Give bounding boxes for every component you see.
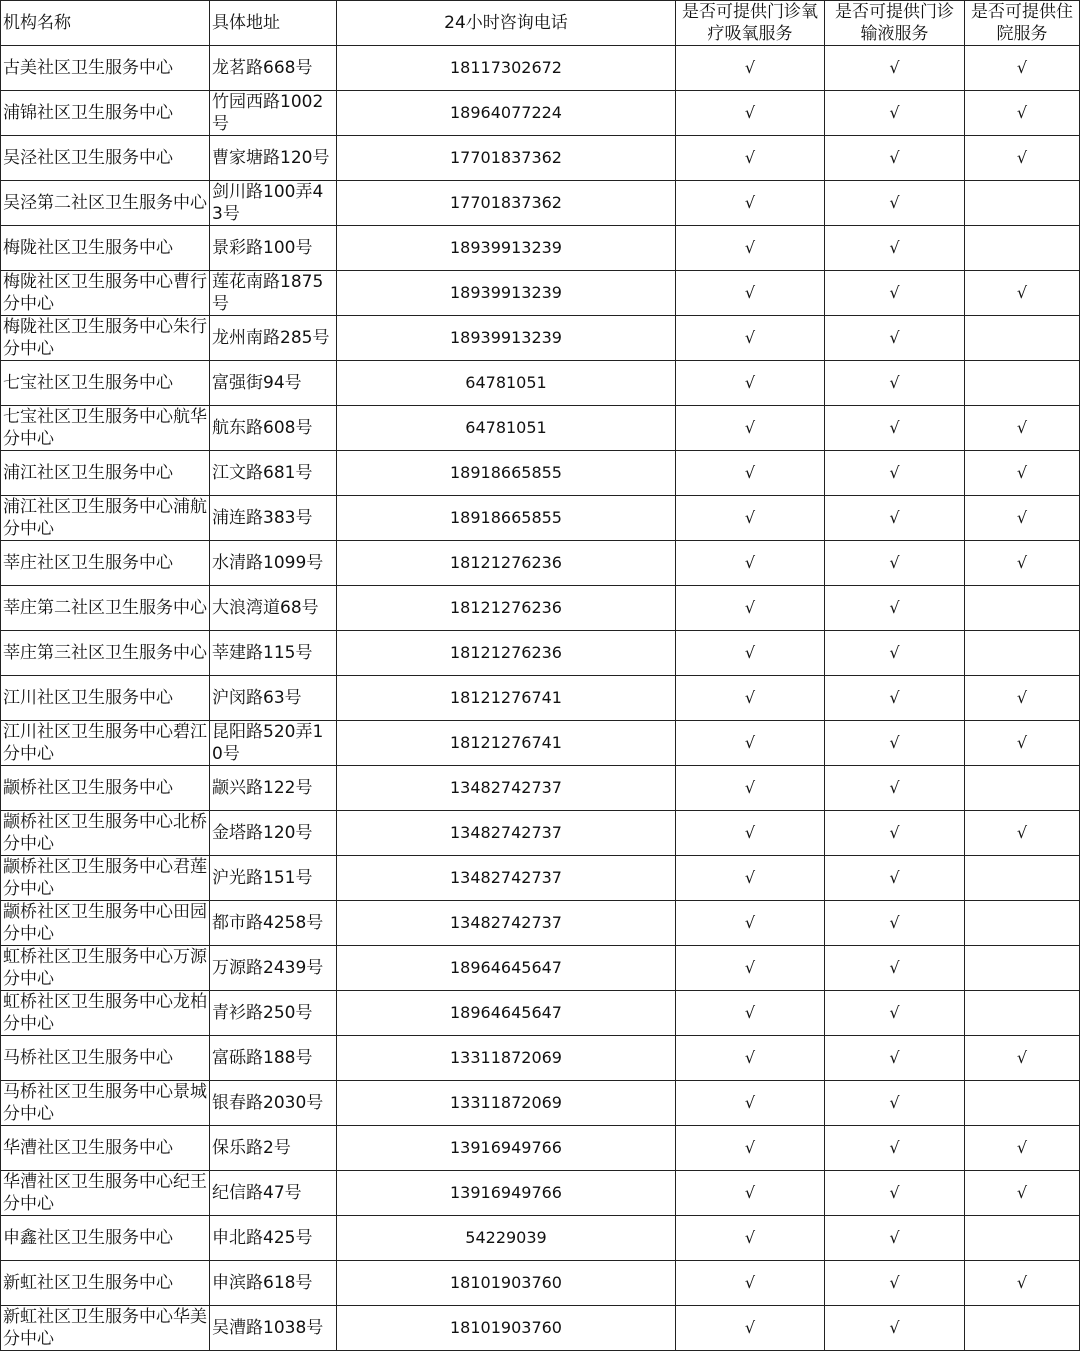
cell-oxygen: √ bbox=[676, 181, 825, 226]
cell-infusion: √ bbox=[825, 1036, 965, 1081]
cell-phone: 18117302672 bbox=[337, 46, 676, 91]
cell-phone: 13482742737 bbox=[337, 901, 676, 946]
table-body bbox=[1, 46, 1080, 1351]
cell-address: 曹家塘路120号 bbox=[210, 136, 337, 181]
cell-name: 七宝社区卫生服务中心航华分中心 bbox=[1, 406, 210, 451]
cell-phone: 54229039 bbox=[337, 1216, 676, 1261]
cell-inpatient: √ bbox=[965, 1261, 1080, 1306]
cell-infusion: √ bbox=[825, 226, 965, 271]
cell-phone: 18101903760 bbox=[337, 1306, 676, 1351]
cell-phone: 18964077224 bbox=[337, 91, 676, 136]
cell-inpatient: √ bbox=[965, 46, 1080, 91]
cell-infusion: √ bbox=[825, 496, 965, 541]
table-row bbox=[1, 1171, 1080, 1216]
cell-inpatient bbox=[965, 991, 1080, 1036]
table-row bbox=[1, 46, 1080, 91]
cell-inpatient bbox=[965, 766, 1080, 811]
cell-phone: 17701837362 bbox=[337, 181, 676, 226]
cell-inpatient: √ bbox=[965, 676, 1080, 721]
header-oxygen: 是否可提供门诊氧疗吸氧服务 bbox=[676, 1, 825, 46]
cell-oxygen: √ bbox=[676, 991, 825, 1036]
cell-phone: 18964645647 bbox=[337, 946, 676, 991]
cell-inpatient bbox=[965, 901, 1080, 946]
cell-oxygen: √ bbox=[676, 91, 825, 136]
cell-infusion: √ bbox=[825, 631, 965, 676]
cell-name: 浦江社区卫生服务中心 bbox=[1, 451, 210, 496]
table-row bbox=[1, 91, 1080, 136]
cell-phone: 18121276236 bbox=[337, 586, 676, 631]
table-row bbox=[1, 316, 1080, 361]
header-phone: 24小时咨询电话 bbox=[337, 1, 676, 46]
cell-name: 梅陇社区卫生服务中心曹行分中心 bbox=[1, 271, 210, 316]
cell-phone: 13916949766 bbox=[337, 1126, 676, 1171]
table-row bbox=[1, 361, 1080, 406]
cell-oxygen: √ bbox=[676, 46, 825, 91]
cell-oxygen: √ bbox=[676, 631, 825, 676]
table-row bbox=[1, 631, 1080, 676]
cell-phone: 18918665855 bbox=[337, 451, 676, 496]
cell-address: 莲花南路1875号 bbox=[210, 271, 337, 316]
cell-address: 剑川路100弄43号 bbox=[210, 181, 337, 226]
table-row bbox=[1, 676, 1080, 721]
cell-infusion: √ bbox=[825, 1306, 965, 1351]
cell-oxygen: √ bbox=[676, 856, 825, 901]
cell-phone: 13916949766 bbox=[337, 1171, 676, 1216]
cell-infusion: √ bbox=[825, 811, 965, 856]
cell-oxygen: √ bbox=[676, 811, 825, 856]
cell-address: 沪闵路63号 bbox=[210, 676, 337, 721]
cell-infusion: √ bbox=[825, 1081, 965, 1126]
cell-oxygen: √ bbox=[676, 136, 825, 181]
cell-oxygen: √ bbox=[676, 1306, 825, 1351]
cell-infusion: √ bbox=[825, 766, 965, 811]
cell-inpatient: √ bbox=[965, 451, 1080, 496]
cell-infusion: √ bbox=[825, 856, 965, 901]
cell-name: 华漕社区卫生服务中心 bbox=[1, 1126, 210, 1171]
cell-oxygen: √ bbox=[676, 271, 825, 316]
cell-infusion: √ bbox=[825, 991, 965, 1036]
cell-inpatient: √ bbox=[965, 1126, 1080, 1171]
cell-oxygen: √ bbox=[676, 946, 825, 991]
cell-phone: 13482742737 bbox=[337, 766, 676, 811]
cell-address: 金塔路120号 bbox=[210, 811, 337, 856]
cell-phone: 13482742737 bbox=[337, 856, 676, 901]
cell-name: 颛桥社区卫生服务中心 bbox=[1, 766, 210, 811]
table-row bbox=[1, 451, 1080, 496]
cell-address: 青衫路250号 bbox=[210, 991, 337, 1036]
cell-phone: 13311872069 bbox=[337, 1036, 676, 1081]
table-row bbox=[1, 946, 1080, 991]
cell-infusion: √ bbox=[825, 181, 965, 226]
cell-phone: 18939913239 bbox=[337, 271, 676, 316]
cell-address: 大浪湾道68号 bbox=[210, 586, 337, 631]
table-row bbox=[1, 496, 1080, 541]
cell-inpatient: √ bbox=[965, 1036, 1080, 1081]
cell-oxygen: √ bbox=[676, 406, 825, 451]
cell-inpatient: √ bbox=[965, 541, 1080, 586]
cell-inpatient bbox=[965, 586, 1080, 631]
cell-inpatient bbox=[965, 1306, 1080, 1351]
cell-infusion: √ bbox=[825, 1126, 965, 1171]
cell-inpatient: √ bbox=[965, 271, 1080, 316]
cell-oxygen: √ bbox=[676, 721, 825, 766]
cell-oxygen: √ bbox=[676, 766, 825, 811]
table-row bbox=[1, 1126, 1080, 1171]
cell-address: 竹园西路1002号 bbox=[210, 91, 337, 136]
cell-oxygen: √ bbox=[676, 586, 825, 631]
cell-name: 梅陇社区卫生服务中心朱行分中心 bbox=[1, 316, 210, 361]
cell-name: 马桥社区卫生服务中心 bbox=[1, 1036, 210, 1081]
cell-address: 申北路425号 bbox=[210, 1216, 337, 1261]
table-row bbox=[1, 811, 1080, 856]
cell-address: 颛兴路122号 bbox=[210, 766, 337, 811]
cell-address: 景彩路100号 bbox=[210, 226, 337, 271]
cell-oxygen: √ bbox=[676, 226, 825, 271]
cell-address: 江文路681号 bbox=[210, 451, 337, 496]
cell-phone: 64781051 bbox=[337, 406, 676, 451]
cell-infusion: √ bbox=[825, 586, 965, 631]
cell-infusion: √ bbox=[825, 541, 965, 586]
cell-name: 七宝社区卫生服务中心 bbox=[1, 361, 210, 406]
cell-infusion: √ bbox=[825, 271, 965, 316]
header-address: 具体地址 bbox=[210, 1, 337, 46]
cell-inpatient bbox=[965, 856, 1080, 901]
cell-inpatient: √ bbox=[965, 1171, 1080, 1216]
cell-inpatient: √ bbox=[965, 136, 1080, 181]
cell-inpatient bbox=[965, 1216, 1080, 1261]
cell-name: 颛桥社区卫生服务中心北桥分中心 bbox=[1, 811, 210, 856]
cell-inpatient: √ bbox=[965, 406, 1080, 451]
table-row bbox=[1, 271, 1080, 316]
cell-name: 马桥社区卫生服务中心景城分中心 bbox=[1, 1081, 210, 1126]
cell-name: 梅陇社区卫生服务中心 bbox=[1, 226, 210, 271]
cell-inpatient: √ bbox=[965, 91, 1080, 136]
cell-name: 浦江社区卫生服务中心浦航分中心 bbox=[1, 496, 210, 541]
cell-infusion: √ bbox=[825, 406, 965, 451]
cell-infusion: √ bbox=[825, 946, 965, 991]
cell-name: 吴泾第二社区卫生服务中心 bbox=[1, 181, 210, 226]
cell-phone: 17701837362 bbox=[337, 136, 676, 181]
table-row bbox=[1, 1216, 1080, 1261]
cell-oxygen: √ bbox=[676, 1126, 825, 1171]
cell-address: 龙茗路668号 bbox=[210, 46, 337, 91]
cell-infusion: √ bbox=[825, 901, 965, 946]
cell-inpatient: √ bbox=[965, 496, 1080, 541]
cell-name: 新虹社区卫生服务中心华美分中心 bbox=[1, 1306, 210, 1351]
cell-address: 保乐路2号 bbox=[210, 1126, 337, 1171]
cell-phone: 18121276741 bbox=[337, 721, 676, 766]
cell-address: 银春路2030号 bbox=[210, 1081, 337, 1126]
cell-phone: 18939913239 bbox=[337, 316, 676, 361]
cell-infusion: √ bbox=[825, 676, 965, 721]
cell-name: 华漕社区卫生服务中心纪王分中心 bbox=[1, 1171, 210, 1216]
table-row bbox=[1, 541, 1080, 586]
table-row bbox=[1, 721, 1080, 766]
table-row bbox=[1, 226, 1080, 271]
header-inpatient: 是否可提供住院服务 bbox=[965, 1, 1080, 46]
cell-oxygen: √ bbox=[676, 316, 825, 361]
cell-name: 虹桥社区卫生服务中心万源分中心 bbox=[1, 946, 210, 991]
header-name: 机构名称 bbox=[1, 1, 210, 46]
cell-infusion: √ bbox=[825, 1216, 965, 1261]
cell-oxygen: √ bbox=[676, 496, 825, 541]
cell-oxygen: √ bbox=[676, 361, 825, 406]
table-row bbox=[1, 1306, 1080, 1351]
cell-phone: 18964645647 bbox=[337, 991, 676, 1036]
table-row bbox=[1, 991, 1080, 1036]
cell-infusion: √ bbox=[825, 46, 965, 91]
cell-phone: 64781051 bbox=[337, 361, 676, 406]
table-row bbox=[1, 856, 1080, 901]
cell-address: 航东路608号 bbox=[210, 406, 337, 451]
cell-inpatient bbox=[965, 361, 1080, 406]
cell-inpatient bbox=[965, 1081, 1080, 1126]
cell-name: 颛桥社区卫生服务中心君莲分中心 bbox=[1, 856, 210, 901]
cell-name: 莘庄第二社区卫生服务中心 bbox=[1, 586, 210, 631]
cell-inpatient bbox=[965, 631, 1080, 676]
cell-inpatient: √ bbox=[965, 721, 1080, 766]
cell-oxygen: √ bbox=[676, 676, 825, 721]
cell-oxygen: √ bbox=[676, 1036, 825, 1081]
cell-oxygen: √ bbox=[676, 1261, 825, 1306]
table-row bbox=[1, 1261, 1080, 1306]
cell-name: 江川社区卫生服务中心 bbox=[1, 676, 210, 721]
cell-address: 富砾路188号 bbox=[210, 1036, 337, 1081]
cell-oxygen: √ bbox=[676, 1081, 825, 1126]
cell-inpatient bbox=[965, 316, 1080, 361]
cell-address: 龙州南路285号 bbox=[210, 316, 337, 361]
cell-address: 吴漕路1038号 bbox=[210, 1306, 337, 1351]
cell-oxygen: √ bbox=[676, 901, 825, 946]
cell-phone: 13311872069 bbox=[337, 1081, 676, 1126]
cell-address: 申滨路618号 bbox=[210, 1261, 337, 1306]
cell-name: 颛桥社区卫生服务中心田园分中心 bbox=[1, 901, 210, 946]
cell-address: 浦连路383号 bbox=[210, 496, 337, 541]
cell-name: 虹桥社区卫生服务中心龙柏分中心 bbox=[1, 991, 210, 1036]
cell-name: 浦锦社区卫生服务中心 bbox=[1, 91, 210, 136]
cell-name: 新虹社区卫生服务中心 bbox=[1, 1261, 210, 1306]
table-row bbox=[1, 136, 1080, 181]
cell-address: 莘建路115号 bbox=[210, 631, 337, 676]
cell-address: 纪信路47号 bbox=[210, 1171, 337, 1216]
cell-name: 古美社区卫生服务中心 bbox=[1, 46, 210, 91]
table-row bbox=[1, 1036, 1080, 1081]
cell-infusion: √ bbox=[825, 316, 965, 361]
table-row bbox=[1, 586, 1080, 631]
cell-address: 昆阳路520弄10号 bbox=[210, 721, 337, 766]
cell-name: 江川社区卫生服务中心碧江分中心 bbox=[1, 721, 210, 766]
cell-inpatient bbox=[965, 226, 1080, 271]
table-row bbox=[1, 181, 1080, 226]
table-row bbox=[1, 1081, 1080, 1126]
cell-name: 申鑫社区卫生服务中心 bbox=[1, 1216, 210, 1261]
cell-address: 沪光路151号 bbox=[210, 856, 337, 901]
header-row bbox=[1, 1, 1080, 46]
cell-oxygen: √ bbox=[676, 451, 825, 496]
cell-infusion: √ bbox=[825, 361, 965, 406]
cell-inpatient bbox=[965, 946, 1080, 991]
cell-infusion: √ bbox=[825, 91, 965, 136]
cell-phone: 18101903760 bbox=[337, 1261, 676, 1306]
table-row bbox=[1, 901, 1080, 946]
cell-infusion: √ bbox=[825, 451, 965, 496]
cell-inpatient: √ bbox=[965, 811, 1080, 856]
cell-phone: 18121276236 bbox=[337, 631, 676, 676]
cell-infusion: √ bbox=[825, 1261, 965, 1306]
cell-address: 富强街94号 bbox=[210, 361, 337, 406]
cell-name: 莘庄社区卫生服务中心 bbox=[1, 541, 210, 586]
cell-name: 莘庄第三社区卫生服务中心 bbox=[1, 631, 210, 676]
cell-phone: 18918665855 bbox=[337, 496, 676, 541]
cell-address: 水清路1099号 bbox=[210, 541, 337, 586]
cell-oxygen: √ bbox=[676, 1171, 825, 1216]
table-row bbox=[1, 766, 1080, 811]
cell-oxygen: √ bbox=[676, 1216, 825, 1261]
cell-infusion: √ bbox=[825, 136, 965, 181]
cell-name: 吴泾社区卫生服务中心 bbox=[1, 136, 210, 181]
cell-address: 万源路2439号 bbox=[210, 946, 337, 991]
header-infusion: 是否可提供门诊输液服务 bbox=[825, 1, 965, 46]
cell-phone: 18121276236 bbox=[337, 541, 676, 586]
cell-phone: 13482742737 bbox=[337, 811, 676, 856]
cell-infusion: √ bbox=[825, 1171, 965, 1216]
cell-oxygen: √ bbox=[676, 541, 825, 586]
cell-inpatient bbox=[965, 181, 1080, 226]
cell-phone: 18121276741 bbox=[337, 676, 676, 721]
cell-address: 都市路4258号 bbox=[210, 901, 337, 946]
table-row bbox=[1, 406, 1080, 451]
cell-infusion: √ bbox=[825, 721, 965, 766]
cell-phone: 18939913239 bbox=[337, 226, 676, 271]
